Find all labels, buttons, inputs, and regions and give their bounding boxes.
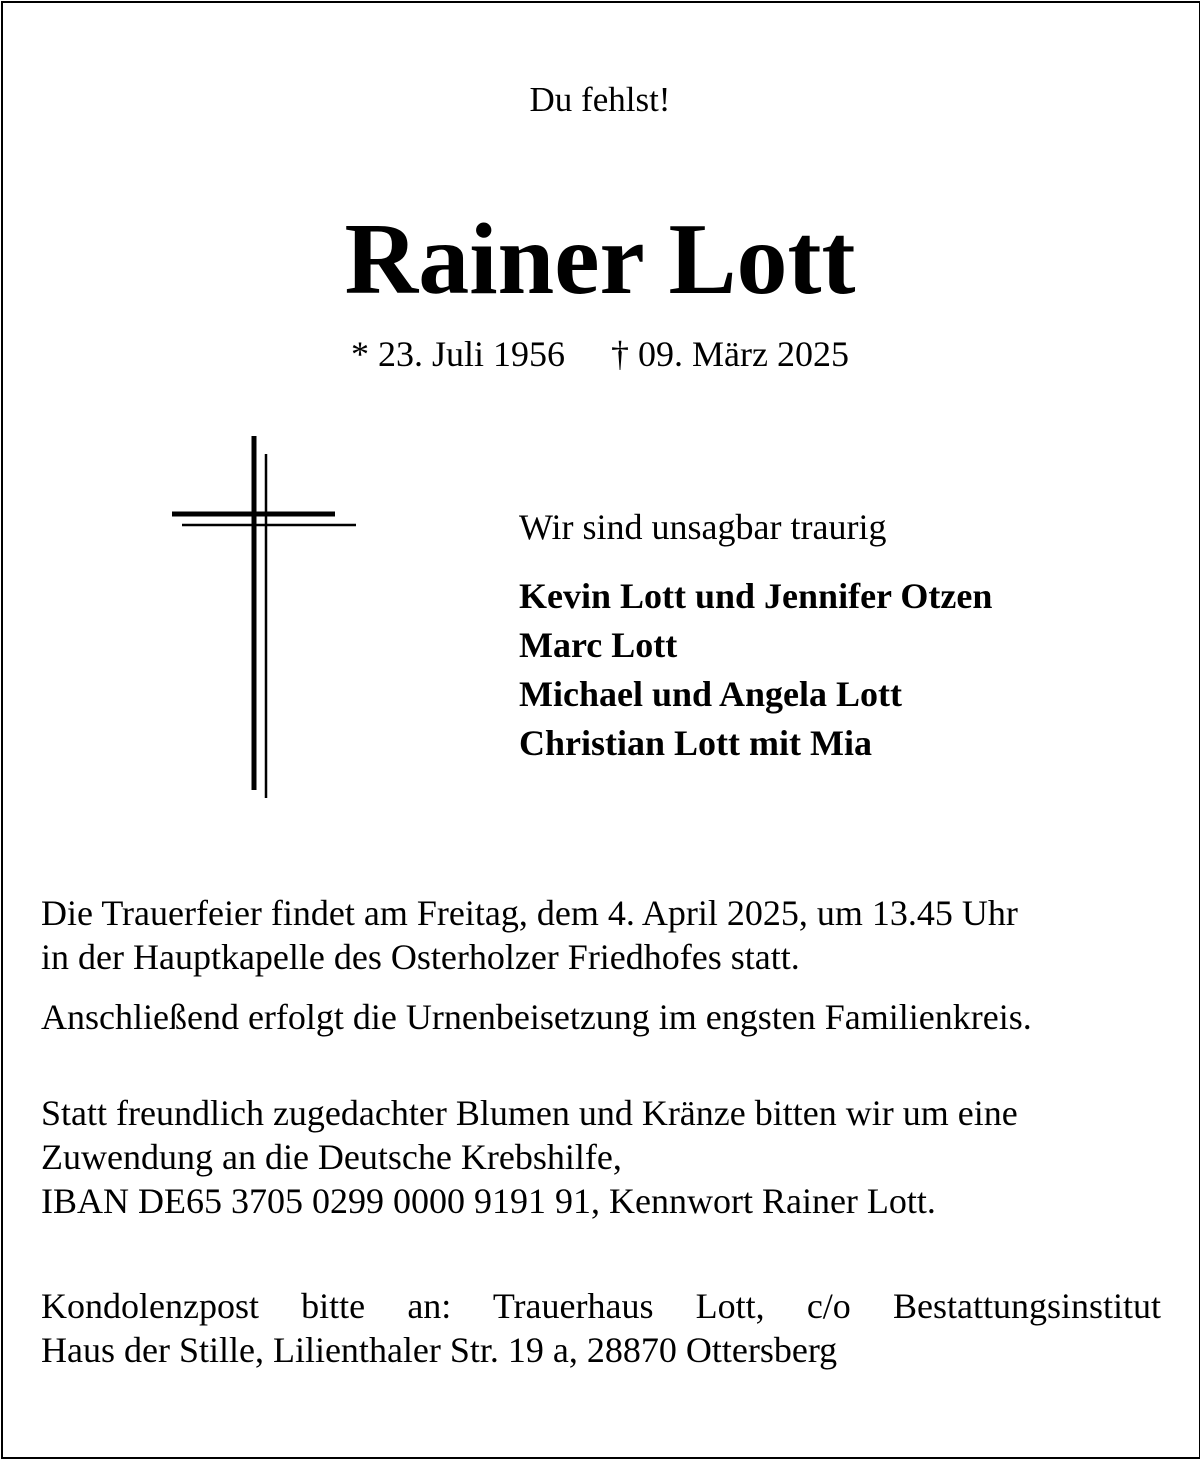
burial-line: Anschließend erfolgt die Urnenbeisetzung im engsten Familienkreis. <box>41 997 1032 1037</box>
condolence-line: Kondolenzpost bitte an: Trauerhaus Lott, c/o Bestattungsinstitut <box>41 1286 1161 1326</box>
donation-request <box>41 1091 1161 1223</box>
donation-iban-line: IBAN DE65 3705 0299 0000 9191 91, Kennwort Rainer Lott. <box>41 1181 936 1221</box>
service-line: in der Hauptkapelle des Osterholzer Friedhofes statt. <box>41 937 800 977</box>
cross-icon <box>168 434 362 800</box>
donation-line: Statt freundlich zugedachter Blumen und Kränze bitten wir um eine <box>41 1093 1018 1133</box>
condolence-address <box>41 1284 1161 1372</box>
donation-line: Zuwendung an die Deutsche Krebshilfe, <box>41 1137 622 1177</box>
urn-burial-info <box>41 995 1161 1039</box>
birth-date: * 23. Juli 1956 <box>351 334 566 374</box>
mourners-list <box>519 572 992 768</box>
deceased-name: Rainer Lott <box>344 203 856 316</box>
condolence-line: Haus der Stille, Lilienthaler Str. 19 a, 28870 Ottersberg <box>41 1330 838 1370</box>
mourner-name: Christian Lott mit Mia <box>519 723 872 763</box>
mourner-name: Michael und Angela Lott <box>519 674 903 714</box>
mourner-name: Kevin Lott und Jennifer Otzen <box>519 576 993 616</box>
death-date: † 09. März 2025 <box>611 334 849 374</box>
service-line: Die Trauerfeier findet am Freitag, dem 4. April 2025, um 13.45 Uhr <box>41 893 1018 933</box>
mourner-name: Marc Lott <box>519 625 678 665</box>
funeral-service-info <box>41 891 1161 979</box>
sorrow-statement: Wir sind unsagbar traurig <box>519 507 887 547</box>
life-dates <box>0 332 1200 376</box>
intro-text: Du fehlst! <box>529 80 671 119</box>
